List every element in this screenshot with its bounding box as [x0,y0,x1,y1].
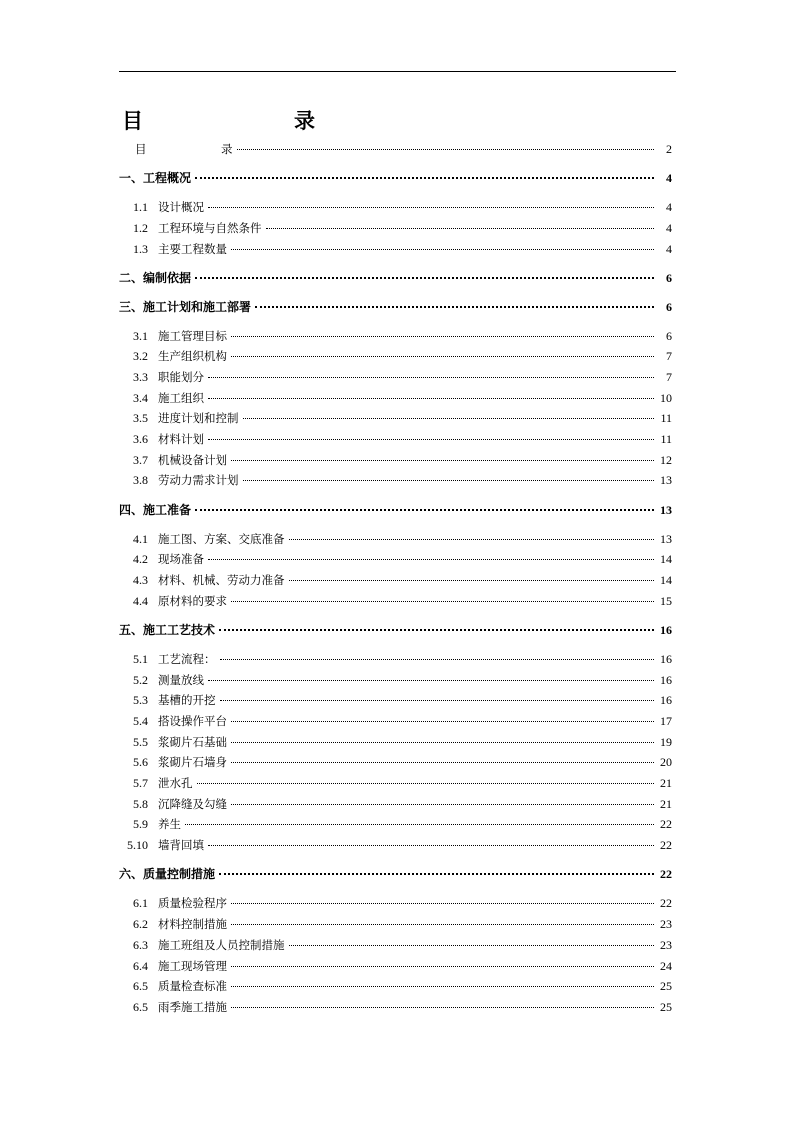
toc-entry-number: 5.1 [133,652,148,666]
toc-entry-label: 五、施工工艺技术 [119,623,216,637]
toc-entry-page: 17 [660,714,672,728]
toc-entry-label: 浆砌片石基础 [158,735,227,749]
toc-entry-page: 16 [660,673,672,687]
toc-entry-number: 6.3 [133,938,148,952]
toc-entry-number: 6.5 [133,1000,148,1014]
toc-entry-page: 22 [660,867,672,881]
toc-entry-page: 2 [666,142,672,156]
toc-entry-page: 25 [660,1000,672,1014]
toc-entry-number: 3.1 [133,329,148,343]
toc-entry-label: 施工现场管理 [158,959,227,973]
leader-dots [231,356,654,357]
toc-entry-page: 4 [666,171,672,185]
leader-dots [255,306,654,308]
toc-entry-label: 四、施工准备 [119,503,192,517]
toc-section-entry[interactable] [120,410,672,426]
toc-entry-label: 一、工程概况 [119,171,192,185]
toc-entry-label: 施工图、方案、交底准备 [158,532,285,546]
toc-entry-label: 雨季施工措施 [158,1000,227,1014]
toc-entry-label: 进度计划和控制 [158,411,239,425]
toc-entry-label: 六、质量控制措施 [119,867,216,881]
toc-entry-label: 现场准备 [158,552,204,566]
toc-section-entry[interactable] [120,672,672,688]
leader-dots [289,580,655,581]
leader-dots [231,601,654,602]
toc-entry-number: 6.5 [133,979,148,993]
toc-entry-page: 20 [660,755,672,769]
toc-entry-page: 23 [660,938,672,952]
toc-entry-number: 4.4 [133,594,148,608]
toc-entry-page: 7 [666,370,672,384]
toc-entry-page: 6 [666,300,672,314]
toc-section-entry[interactable] [120,572,672,588]
toc-entry-label: 基槽的开挖 [158,693,216,707]
toc-entry-page: 11 [660,432,672,446]
toc-entry-number: 5.2 [133,673,148,687]
toc-entry-label: 主要工程数量 [158,242,227,256]
toc-entry-page: 11 [660,411,672,425]
toc-entry-number: 3.8 [133,473,148,487]
toc-section-entry[interactable] [120,551,672,567]
toc-entry-number: 5.10 [127,838,148,852]
toc-section-entry[interactable] [120,916,672,932]
toc-entry-number: 5.6 [133,755,148,769]
toc-section-entry[interactable] [120,958,672,974]
toc-entry-page: 4 [666,221,672,235]
toc-chapter-entry[interactable] [119,866,672,882]
leader-dots [208,680,654,681]
leader-dots [231,762,654,763]
toc-entry-page: 14 [660,552,672,566]
toc-entry-number: 1.2 [133,221,148,235]
toc-section-entry[interactable] [120,241,672,257]
toc-entry-contents[interactable] [135,141,672,157]
toc-entry-label: 目 录 [135,142,233,156]
leader-dots [195,177,654,179]
toc-entry-page: 16 [660,623,672,637]
leader-dots [197,783,655,784]
toc-entry-page: 24 [660,959,672,973]
toc-entry-number: 3.2 [133,349,148,363]
leader-dots [208,559,654,560]
toc-entry-page: 7 [666,349,672,363]
leader-dots [208,377,654,378]
toc-entry-page: 21 [660,797,672,811]
leader-dots [231,460,654,461]
toc-entry-page: 10 [660,391,672,405]
toc-entry-number: 5.3 [133,693,148,707]
toc-section-entry[interactable] [120,999,672,1015]
toc-entry-page: 4 [666,200,672,214]
leader-dots [289,539,655,540]
toc-entry-label: 施工管理目标 [158,329,227,343]
toc-entry-page: 22 [660,817,672,831]
leader-dots [231,742,654,743]
toc-entry-page: 22 [660,896,672,910]
toc-entry-page: 4 [666,242,672,256]
toc-section-entry[interactable] [120,692,672,708]
toc-section-entry[interactable] [120,199,672,215]
toc-entry-label: 施工组织 [158,391,204,405]
toc-section-entry[interactable] [120,452,672,468]
leader-dots [219,873,654,875]
leader-dots [195,509,654,511]
leader-dots [231,336,654,337]
toc-entry-number: 4.3 [133,573,148,587]
toc-section-entry[interactable] [120,369,672,385]
toc-entry-number: 4.1 [133,532,148,546]
toc-entry-page: 25 [660,979,672,993]
toc-entry-label: 施工班组及人员控制措施 [158,938,285,952]
leader-dots [231,804,654,805]
leader-dots [231,1007,654,1008]
toc-entry-number: 1.1 [133,200,148,214]
toc-entry-label: 泄水孔 [158,776,193,790]
toc-entry-page: 22 [660,838,672,852]
toc-entry-number: 3.5 [133,411,148,425]
toc-section-entry[interactable] [120,796,672,812]
toc-entry-number: 3.7 [133,453,148,467]
toc-section-entry[interactable] [120,837,672,853]
toc-section-entry[interactable] [120,651,672,667]
leader-dots [231,903,654,904]
toc-section-entry[interactable] [120,348,672,364]
leader-dots [208,398,654,399]
toc-section-entry[interactable] [120,328,672,344]
toc-entry-number: 6.2 [133,917,148,931]
toc-entry-number: 6.4 [133,959,148,973]
toc-title-right: 录 [294,108,315,133]
leader-dots [231,249,654,250]
toc-entry-number: 5.8 [133,797,148,811]
leader-dots [208,439,654,440]
toc-chapter-entry[interactable] [119,299,672,315]
leader-dots [231,721,654,722]
toc-entry-label: 生产组织机构 [158,349,227,363]
leader-dots [231,924,654,925]
toc-entry-page: 23 [660,917,672,931]
toc-entry-page: 14 [660,573,672,587]
toc-entry-label: 材料控制措施 [158,917,227,931]
toc-entry-number: 3.4 [133,391,148,405]
toc-section-entry[interactable] [120,816,672,832]
toc-entry-label: 测量放线 [158,673,204,687]
toc-entry-label: 工程环境与自然条件 [158,221,262,235]
toc-entry-number: 6.1 [133,896,148,910]
toc-entry-label: 质量检验程序 [158,896,227,910]
toc-entry-label: 二、编制依据 [119,271,192,285]
toc-section-entry[interactable] [120,713,672,729]
toc-entry-label: 职能划分 [158,370,204,384]
leader-dots [243,480,655,481]
toc-chapter-entry[interactable] [119,170,672,186]
toc-entry-label: 材料、机械、劳动力准备 [158,573,285,587]
toc-entry-page: 13 [660,532,672,546]
toc-chapter-entry[interactable] [119,622,672,638]
toc-entry-label: 设计概况 [158,200,204,214]
leader-dots [231,966,654,967]
leader-dots [220,659,655,660]
leader-dots [237,149,655,150]
toc-chapter-entry[interactable] [119,270,672,286]
toc-entry-number: 5.7 [133,776,148,790]
toc-section-entry[interactable] [120,390,672,406]
toc-section-entry[interactable] [120,220,672,236]
toc-entry-number: 5.9 [133,817,148,831]
toc-entry-label: 浆砌片石墙身 [158,755,227,769]
toc-entry-page: 13 [660,473,672,487]
toc-entry-number: 5.4 [133,714,148,728]
toc-section-entry[interactable] [120,734,672,750]
toc-entry-label: 质量检查标准 [158,979,227,993]
toc-section-entry[interactable] [120,531,672,547]
leader-dots [266,228,655,229]
toc-section-entry[interactable] [120,431,672,447]
toc-entry-label: 机械设备计划 [158,453,227,467]
toc-title-left: 目 [122,108,143,133]
toc-entry-number: 5.5 [133,735,148,749]
toc-section-entry[interactable] [120,775,672,791]
toc-entry-page: 16 [660,652,672,666]
toc-entry-label: 劳动力需求计划 [158,473,239,487]
leader-dots [208,845,654,846]
toc-entry-page: 12 [660,453,672,467]
toc-entry-page: 6 [666,271,672,285]
toc-section-entry[interactable] [120,593,672,609]
toc-entry-page: 21 [660,776,672,790]
toc-entry-number: 3.3 [133,370,148,384]
leader-dots [289,945,655,946]
leader-dots [220,700,655,701]
leader-dots [208,207,654,208]
leader-dots [243,418,655,419]
toc-entry-page: 19 [660,735,672,749]
toc-entry-number: 4.2 [133,552,148,566]
toc-entry-label: 三、施工计划和施工部署 [119,300,252,314]
leader-dots [195,277,654,279]
toc-entry-page: 15 [660,594,672,608]
toc-section-entry[interactable] [120,978,672,994]
toc-entry-label: 材料计划 [158,432,204,446]
toc-section-entry[interactable] [120,472,672,488]
toc-entry-page: 16 [660,693,672,707]
leader-dots [231,986,654,987]
toc-entry-label: 工艺流程： [158,652,216,666]
toc-section-entry[interactable] [120,937,672,953]
leader-dots [185,824,654,825]
toc-chapter-entry[interactable] [119,502,672,518]
toc-entry-number: 3.6 [133,432,148,446]
toc-entry-label: 原材料的要求 [158,594,227,608]
toc-entry-number: 1.3 [133,242,148,256]
toc-section-entry[interactable] [120,754,672,770]
toc-entry-label: 墙背回填 [158,838,204,852]
toc-entry-label: 搭设操作平台 [158,714,227,728]
toc-entry-label: 沉降缝及勾缝 [158,797,227,811]
leader-dots [219,629,654,631]
toc-section-entry[interactable] [120,895,672,911]
toc-entry-page: 6 [666,329,672,343]
toc-entry-label: 养生 [158,817,181,831]
toc-entry-page: 13 [660,503,672,517]
